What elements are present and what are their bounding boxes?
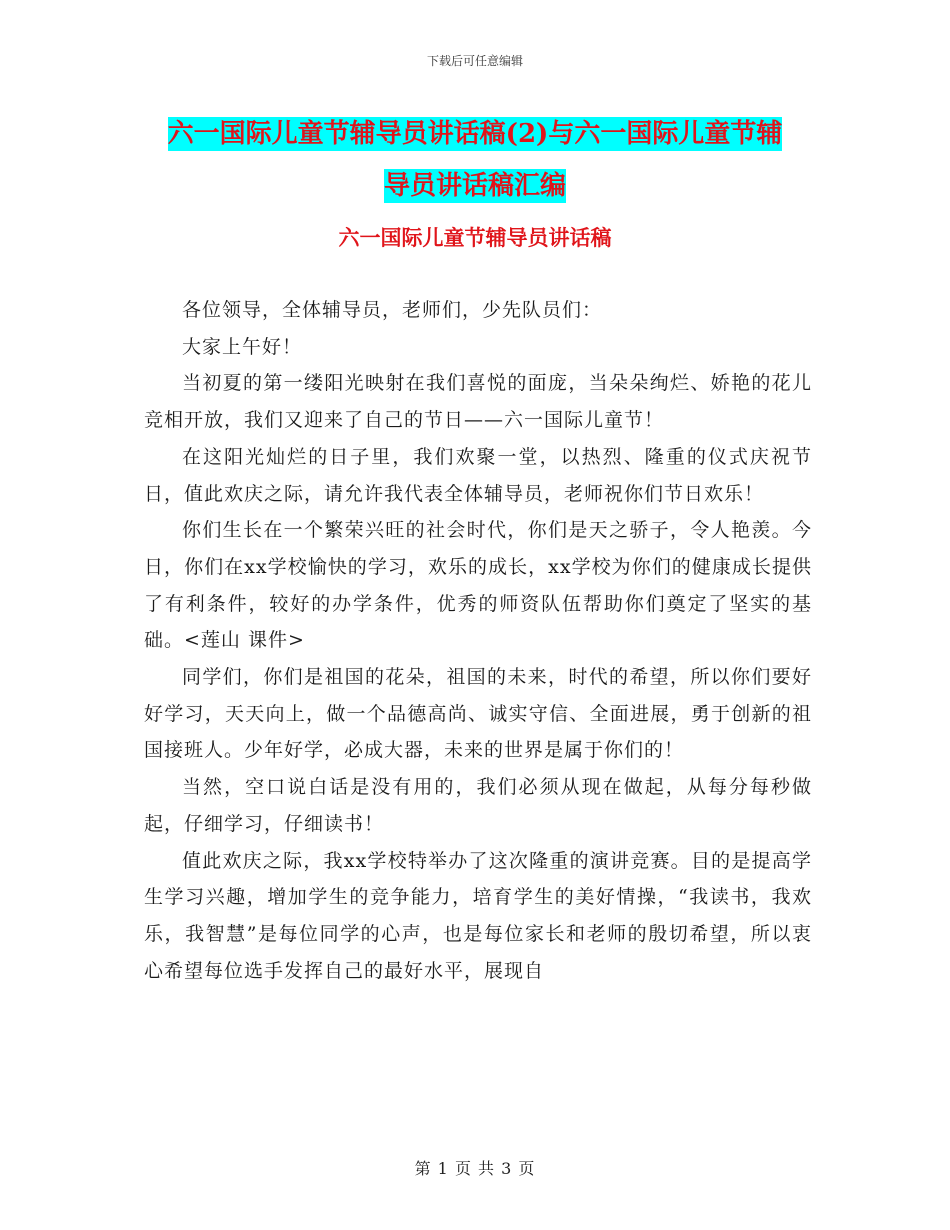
page-header-note: 下载后可任意编辑 <box>426 54 523 68</box>
paragraph: 在这阳光灿烂的日子里，我们欢聚一堂，以热烈、隆重的仪式庆祝节日，值此欢庆之际，请允许我代表全体辅导员，老师祝你们节日欢乐！ <box>144 445 812 505</box>
paragraph: 同学们，你们是祖国的花朵，祖国的未来，时代的希望，所以你们要好好学习，天天向上，做一个品德高尚、诚实守信、全面进展，勇于创新的祖国接班人。少年好学，必成大器，未来的世界是属于你们的！ <box>144 666 812 762</box>
section-title: 六一国际儿童节辅导员讲话稿 <box>338 225 612 250</box>
document-title <box>0 108 950 212</box>
paragraph: 当然，空口说白话是没有用的，我们必须从现在做起，从每分每秒做起，仔细学习，仔细读书！ <box>144 776 812 835</box>
paragraph: 你们生长在一个繁荣兴旺的社会时代，你们是天之骄子，令人艳羡。今日，你们在xx学校愉快的学习，欢乐的成长，xx学校为你们的健康成长提供了有利条件，较好的办学条件，优秀的师资队伍帮助你们奠定了坚实的基础。<莲山 课件> <box>144 519 812 652</box>
title-line-1: 六一国际儿童节辅导员讲话稿(2)与六一国际儿童节辅 <box>167 119 783 149</box>
page-number: 第 1 页 共 3 页 <box>414 1159 536 1178</box>
paragraph: 大家上午好！ <box>182 335 303 358</box>
title-line-2: 导员讲话稿汇编 <box>383 171 566 201</box>
paragraph: 值此欢庆之际，我xx学校特举办了这次隆重的演讲竞赛。目的是提高学生学习兴趣，增加学生的竞争能力，培育学生的美好情操，“我读书，我欢乐，我智慧”是每位同学的心声，也是每位家长和老师的殷切希望，所以衷心希望每位选手发挥自己的最好水平，展现自 <box>144 849 812 982</box>
document-body <box>144 292 812 989</box>
paragraph: 各位领导，全体辅导员，老师们，少先队员们： <box>182 299 603 321</box>
paragraph: 当初夏的第一缕阳光映射在我们喜悦的面庞，当朵朵绚烂、娇艳的花儿竞相开放，我们又迎来了自己的节日——六一国际儿童节！ <box>144 372 812 432</box>
